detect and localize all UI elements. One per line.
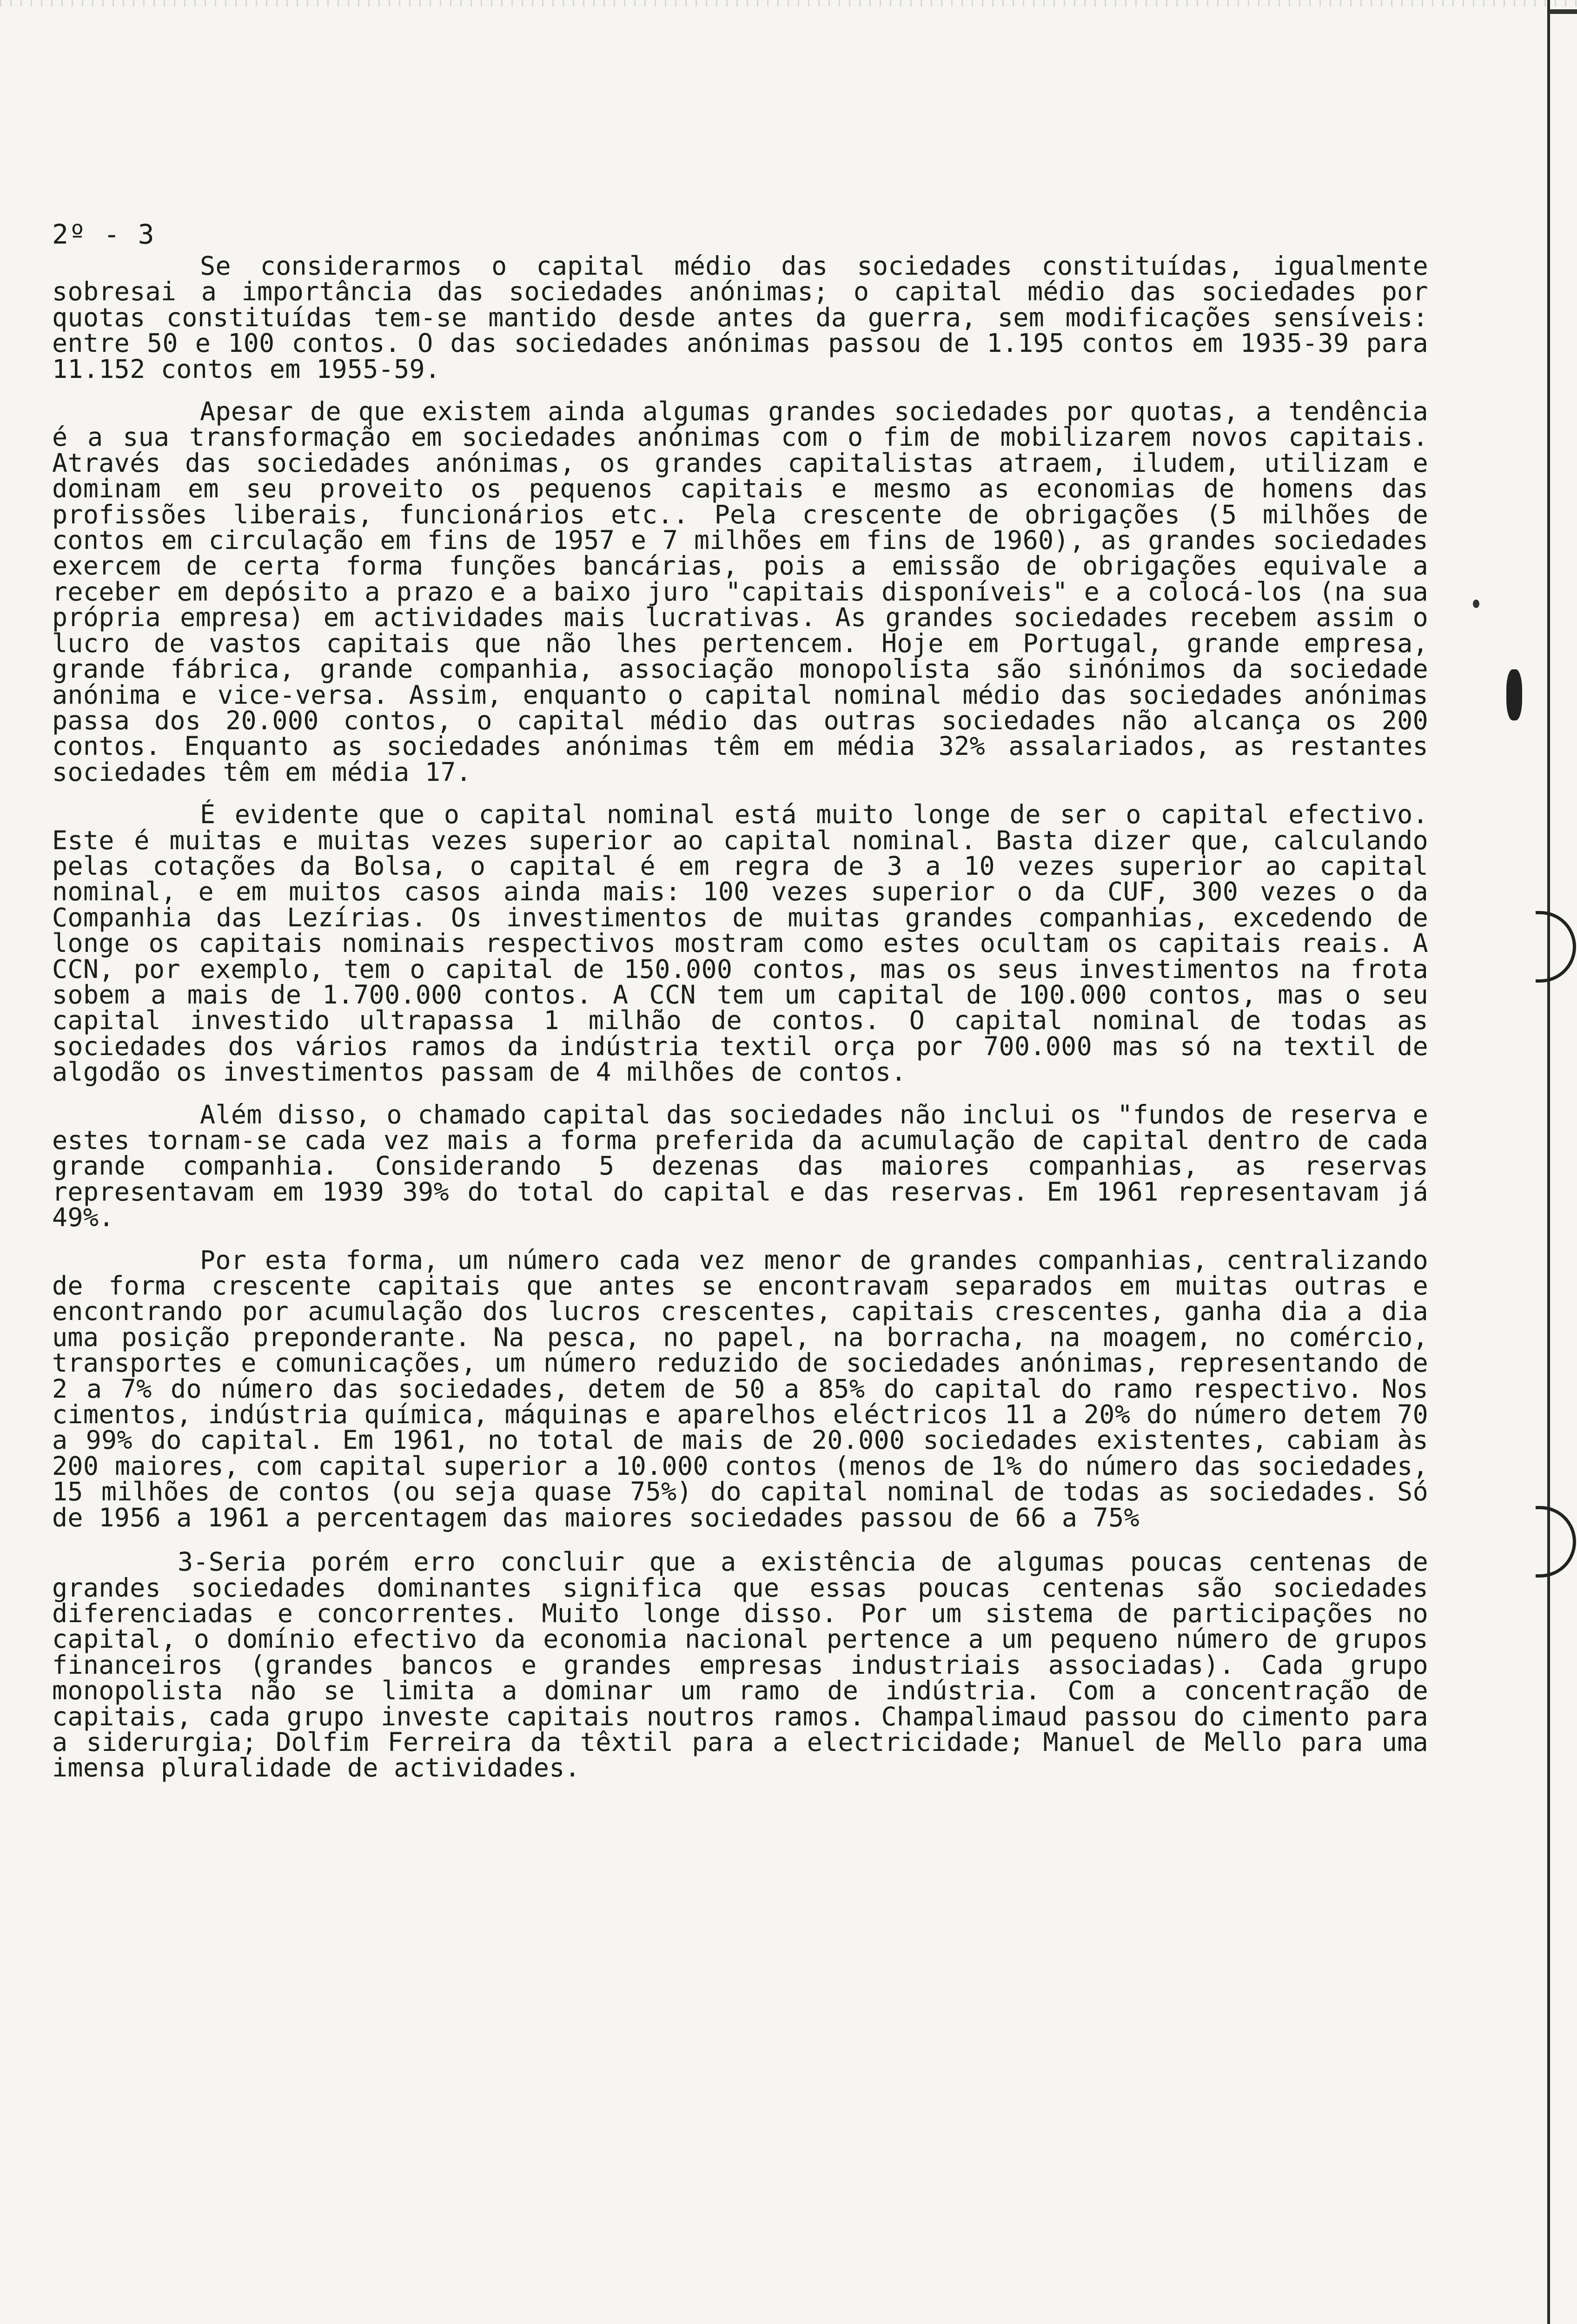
- punch-hole-mark-upper: [1536, 911, 1576, 983]
- document-body: [52, 251, 1444, 1798]
- ink-blot: [1506, 669, 1522, 720]
- paragraph-centralizacao: Por esta forma, um número cada vez menor de grandes companhias, centralizando de forma crescente capitais que antes se encontravam separados em muitas outras e encontrando por acumulação dos lucros crescentes, capitais crescentes, ganha dia a dia uma posição preponderante. Na pesca, no papel, na borracha, na moagem, no comércio, transportes e comunicações, um número reduzido de sociedades anónimas, representando de 2 a 7% do número das sociedades, detem de 50 a 85% do capital do ramo respectivo. Nos cimentos, indústria química, máquinas e aparelhos eléctricos 11 a 20% do número detem 70 a 99% do capital. Em 1961, no total de mais de 20.000 sociedades existentes, cabiam às 200 maiores, com capital superior a 10.000 contos (menos de 1% do número das sociedades, 15 milhões de contos (ou seja quase 75%) do capital nominal de todas as sociedades. Só de 1956 a 1961 a percentagem das maiores sociedades passou de 66 a 75%: [52, 1245, 1444, 1532]
- paragraph-fundos-reserva: Além disso, o chamado capital das sociedades não inclui os "fundos de reserva e estes tornam-se cada vez mais a forma preferida da acumulação de capital dentro de cada grande companhia. Considerando 5 dezenas das maiores companhias, as reservas representavam em 1939 39% do total do capital e das reservas. Em 1961 representavam já 49%.: [52, 1099, 1444, 1233]
- scan-top-noise: [0, 0, 1577, 7]
- page-number: 2º - 3: [52, 218, 155, 250]
- paragraph-sociedades-anonimas: Apesar de que existem ainda algumas grandes sociedades por quotas, a tendência é a sua transformação em sociedades anónimas com o fim de mobilizarem novos capitais. Através das sociedades anónimas, os grandes capitalistas atraem, iludem, utilizam e dominam em seu proveito os pequenos capitais e mesmo as economias de homens das profissões liberais, funcionários etc.. Pela crescente de obrigações (5 milhões de contos em circulação em fins de 1957 e 7 milhões em fins de 1960), as grandes sociedades exercem de certa forma funções bancárias, pois a emissão de obrigações equivale a receber em depósito a prazo e a baixo juro "capitais disponíveis" e a colocá-los (na sua própria empresa) em actividades mais lucrativas. As grandes sociedades recebem assim o lucro de vastos capitais que não lhes pertencem. Hoje em Portugal, grande empresa, grande fábrica, grande companhia, associação monopolista são sinónimos da sociedade anónima e vice-versa. Assim, enquanto o capital nominal médio das sociedades anónimas passa dos 20.000 contos, o capital médio das outras sociedades não alcança os 200 contos. Enquanto as sociedades anónimas têm em média 32% assalariados, as restantes sociedades têm em média 17.: [52, 396, 1444, 787]
- paragraph-capital-efectivo: É evidente que o capital nominal está muito longe de ser o capital efectivo. Este é muitas e muitas vezes superior ao capital nominal. Basta dizer que, calculando pelas cotações da Bolsa, o capital é em regra de 3 a 10 vezes superior ao capital nominal, e em muitos casos ainda mais: 100 vezes superior o da CUF, 300 vezes o da Companhia das Lezírias. Os investimentos de muitas grandes companhias, excedendo de longe os capitais nominais respectivos mostram como estes ocultam os capitais reais. A CCN, por exemplo, tem o capital de 150.000 contos, mas os seus investimentos na frota sobem a mais de 1.700.000 contos. A CCN tem um capital de 100.000 contos, mas o seu capital investido ultrapassa 1 milhão de contos. O capital nominal de todas as sociedades dos vários ramos da indústria textil orça por 700.000 mas só na textil de algodão os investimentos passam de 4 milhões de contos.: [52, 799, 1444, 1087]
- paragraph-grupos-financeiros: 3-Seria porém erro concluir que a existência de algumas poucas centenas de grandes sociedades dominantes significa que essas poucas centenas são sociedades diferenciadas e concorrentes. Muito longe disso. Por um sistema de participações no capital, o domínio efectivo da economia nacional pertence a um pequeno número de grupos financeiros (grandes bancos e grandes empresas industriais associadas). Cada grupo monopolista não se limita a dominar um ramo de indústria. Com a concentração de capitais, cada grupo investe capitais noutros ramos. Champalimaud passou do cimento para a siderurgia; Dolfim Ferreira da têxtil para a electricidade; Manuel de Mello para uma imensa pluralidade de actividades.: [52, 1547, 1444, 1783]
- ink-dot: [1473, 600, 1479, 608]
- punch-hole-mark-lower: [1536, 1506, 1576, 1578]
- scan-edge-mark: [1549, 9, 1577, 14]
- scan-right-edge: [1547, 0, 1550, 2324]
- paragraph-capital-medio: Se considerarmos o capital médio das sociedades constituídas, igualmente sobresai a importância das sociedades anónimas; o capital médio das sociedades por quotas constituídas tem-se mantido desde antes da guerra, sem modificações sensíveis: entre 50 e 100 contos. O das sociedades anónimas passou de 1.195 contos em 1935-39 para 11.152 contos em 1955-59.: [52, 251, 1444, 384]
